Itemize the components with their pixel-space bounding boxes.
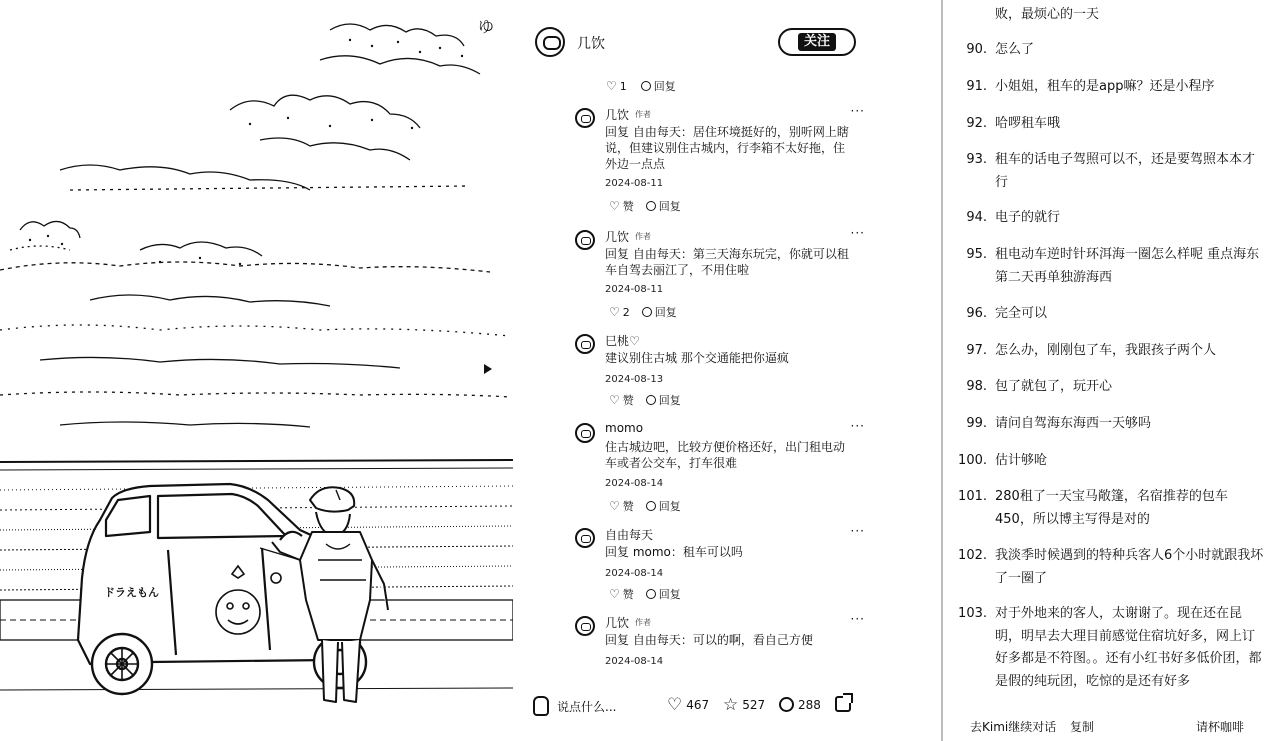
comment-text: 回复 自由每天：居住环境挺好的，别听网上瞎说，但建议别住古城内，行李箱不太好拖，住外边一点点 <box>605 125 849 171</box>
more-icon[interactable]: ··· <box>850 419 865 433</box>
comment-date: 2024-08-14 <box>605 568 664 579</box>
comment-bubble-icon <box>646 589 656 599</box>
author-tag: 作者 <box>635 618 652 627</box>
comment-item <box>575 228 865 320</box>
user-avatar-icon <box>533 696 549 716</box>
like-button[interactable]: ♡ 赞 <box>609 199 634 213</box>
comment-date: 2024-08-11 <box>605 178 664 189</box>
comment-bubble-icon <box>641 81 651 91</box>
author-tag: 作者 <box>635 110 652 119</box>
avatar[interactable] <box>575 616 595 636</box>
comment-author[interactable]: 巳桃♡ <box>605 334 640 348</box>
more-icon[interactable]: ··· <box>850 612 865 626</box>
comment-bubble-icon <box>642 307 652 317</box>
photo-line-art <box>0 0 513 741</box>
comment-bubble-icon <box>646 395 656 405</box>
comment-item <box>575 614 865 670</box>
photo-corner-badge: ゆ <box>478 17 495 36</box>
avatar[interactable] <box>575 108 595 128</box>
comment-input[interactable]: 说点什么... <box>557 700 617 714</box>
like-button[interactable]: ♡ 赞 <box>609 393 634 407</box>
avatar[interactable] <box>575 423 595 443</box>
comment-date: 2024-08-14 <box>605 478 664 489</box>
continue-chat-link[interactable]: 去Kimi继续对话 <box>970 720 1057 734</box>
comment-item <box>575 526 865 602</box>
avatar[interactable] <box>575 230 595 250</box>
like-count-button[interactable]: ♡ 467 <box>667 695 710 715</box>
comment-date: 2024-08-13 <box>605 374 664 385</box>
comment-author[interactable]: 几饮 <box>605 616 630 630</box>
svg-text:ドラえもん: ドラえもん <box>104 586 159 599</box>
collect-count-button[interactable]: ☆ 527 <box>723 695 766 715</box>
more-icon[interactable]: ··· <box>850 524 865 538</box>
author-tag: 作者 <box>635 232 652 241</box>
comment-author[interactable]: 自由每天 <box>605 528 654 542</box>
like-button[interactable]: ♡ 赞 <box>609 499 634 513</box>
heart-icon: ♡ <box>606 79 617 93</box>
reply-button[interactable]: 回复 <box>646 498 681 514</box>
author-avatar[interactable] <box>535 27 565 57</box>
like-button[interactable]: ♡ 赞 <box>609 587 634 601</box>
more-icon[interactable]: ··· <box>850 226 865 240</box>
share-icon[interactable] <box>835 696 851 712</box>
comment-text: 回复 自由每天：第三天海东玩完，你就可以租车自驾去丽江了，不用住啦 <box>605 247 849 277</box>
author-bar <box>513 0 885 70</box>
more-icon[interactable]: ··· <box>850 104 865 118</box>
heart-icon: ♡ <box>667 695 683 715</box>
buy-coffee-link[interactable]: 请杯咖啡 <box>1196 720 1245 734</box>
star-icon: ☆ <box>723 695 739 715</box>
post-photo[interactable] <box>0 0 513 741</box>
like-button[interactable]: ♡ 2 <box>609 305 630 319</box>
comment-date: 2024-08-14 <box>605 656 664 667</box>
comment-count-button[interactable]: 288 <box>779 697 821 712</box>
reply-button[interactable]: 回复 <box>646 392 681 408</box>
bottom-action-bar <box>513 690 885 722</box>
comment-text: 建议别住古城 那个交通能把你逼疯 <box>605 351 789 365</box>
comment-item <box>575 332 865 408</box>
list-footer <box>943 714 1280 738</box>
follow-button[interactable]: 关注 <box>778 28 856 56</box>
comment-author[interactable]: momo <box>605 421 644 435</box>
heart-icon: ♡ <box>609 587 620 601</box>
comment-bubble-icon <box>646 201 656 211</box>
comments-panel <box>513 0 885 741</box>
copy-button[interactable]: 复制 <box>1070 720 1095 734</box>
parent-comment-actions <box>606 78 676 94</box>
reply-button[interactable]: 回复 <box>646 586 681 602</box>
author-name[interactable]: 几饮 <box>577 36 605 52</box>
avatar[interactable] <box>575 528 595 548</box>
comment-text: 回复 momo：租车可以吗 <box>605 545 743 559</box>
heart-icon: ♡ <box>609 305 620 319</box>
comment-date: 2024-08-11 <box>605 284 664 295</box>
reply-button[interactable]: 回复 <box>642 304 677 320</box>
reply-button[interactable]: 回复 <box>646 198 681 214</box>
avatar[interactable] <box>575 334 595 354</box>
heart-icon: ♡ <box>609 199 620 213</box>
like-button[interactable]: ♡ 1 <box>606 79 627 93</box>
reply-button[interactable]: 回复 <box>641 78 676 94</box>
heart-icon: ♡ <box>609 499 620 513</box>
comment-bubble-icon <box>646 501 656 511</box>
comment-item <box>575 106 865 216</box>
comment-text: 回复 自由每天：可以的啊，看自己方便 <box>605 633 813 647</box>
comment-bubble-icon <box>779 697 794 712</box>
heart-icon: ♡ <box>609 393 620 407</box>
summary-list-panel: 败，最烦心的一天 90. 怎么了 91. 小姐姐，租车的是app嘛？还是小程序 92. 哈啰租车哦 93. 租车的话电子驾照可以不，还是要驾照本本才行 94. 电子的就行 95. 租电动车逆时针环洱海一圈怎么样呢 重点海东 第二天再单独游海西 96. 完全可以 97. 怎么办，刚刚包了车，我跟孩子两个人 98. 包了就包了，玩开心 99. 请问自驾海东海西一天够吗 100. 估计够呛 101. 280租了一天宝马敞篷，名宿推荐的包车450，所以博主写得是对的 102. 我淡季时候遇到的特种兵客人6个小时就跟我坏了一圈了 103. 对于外地来的客人，太谢谢了。现在还在昆明，明早去大理目前感觉住宿坑好多，网上订好多都是不符图。。还有小红书好多低价团，都是假的纯玩团，吃惊的是还有好多 去Kimi继续对话 复制 请杯咖啡 <box>943 0 1280 741</box>
comment-item <box>575 421 865 515</box>
comment-author[interactable]: 几饮 <box>605 108 630 122</box>
comment-text: 住古城边吧，比较方便价格还好，出门租电动车或者公交车，打车很难 <box>605 440 846 470</box>
comment-author[interactable]: 几饮 <box>605 230 630 244</box>
